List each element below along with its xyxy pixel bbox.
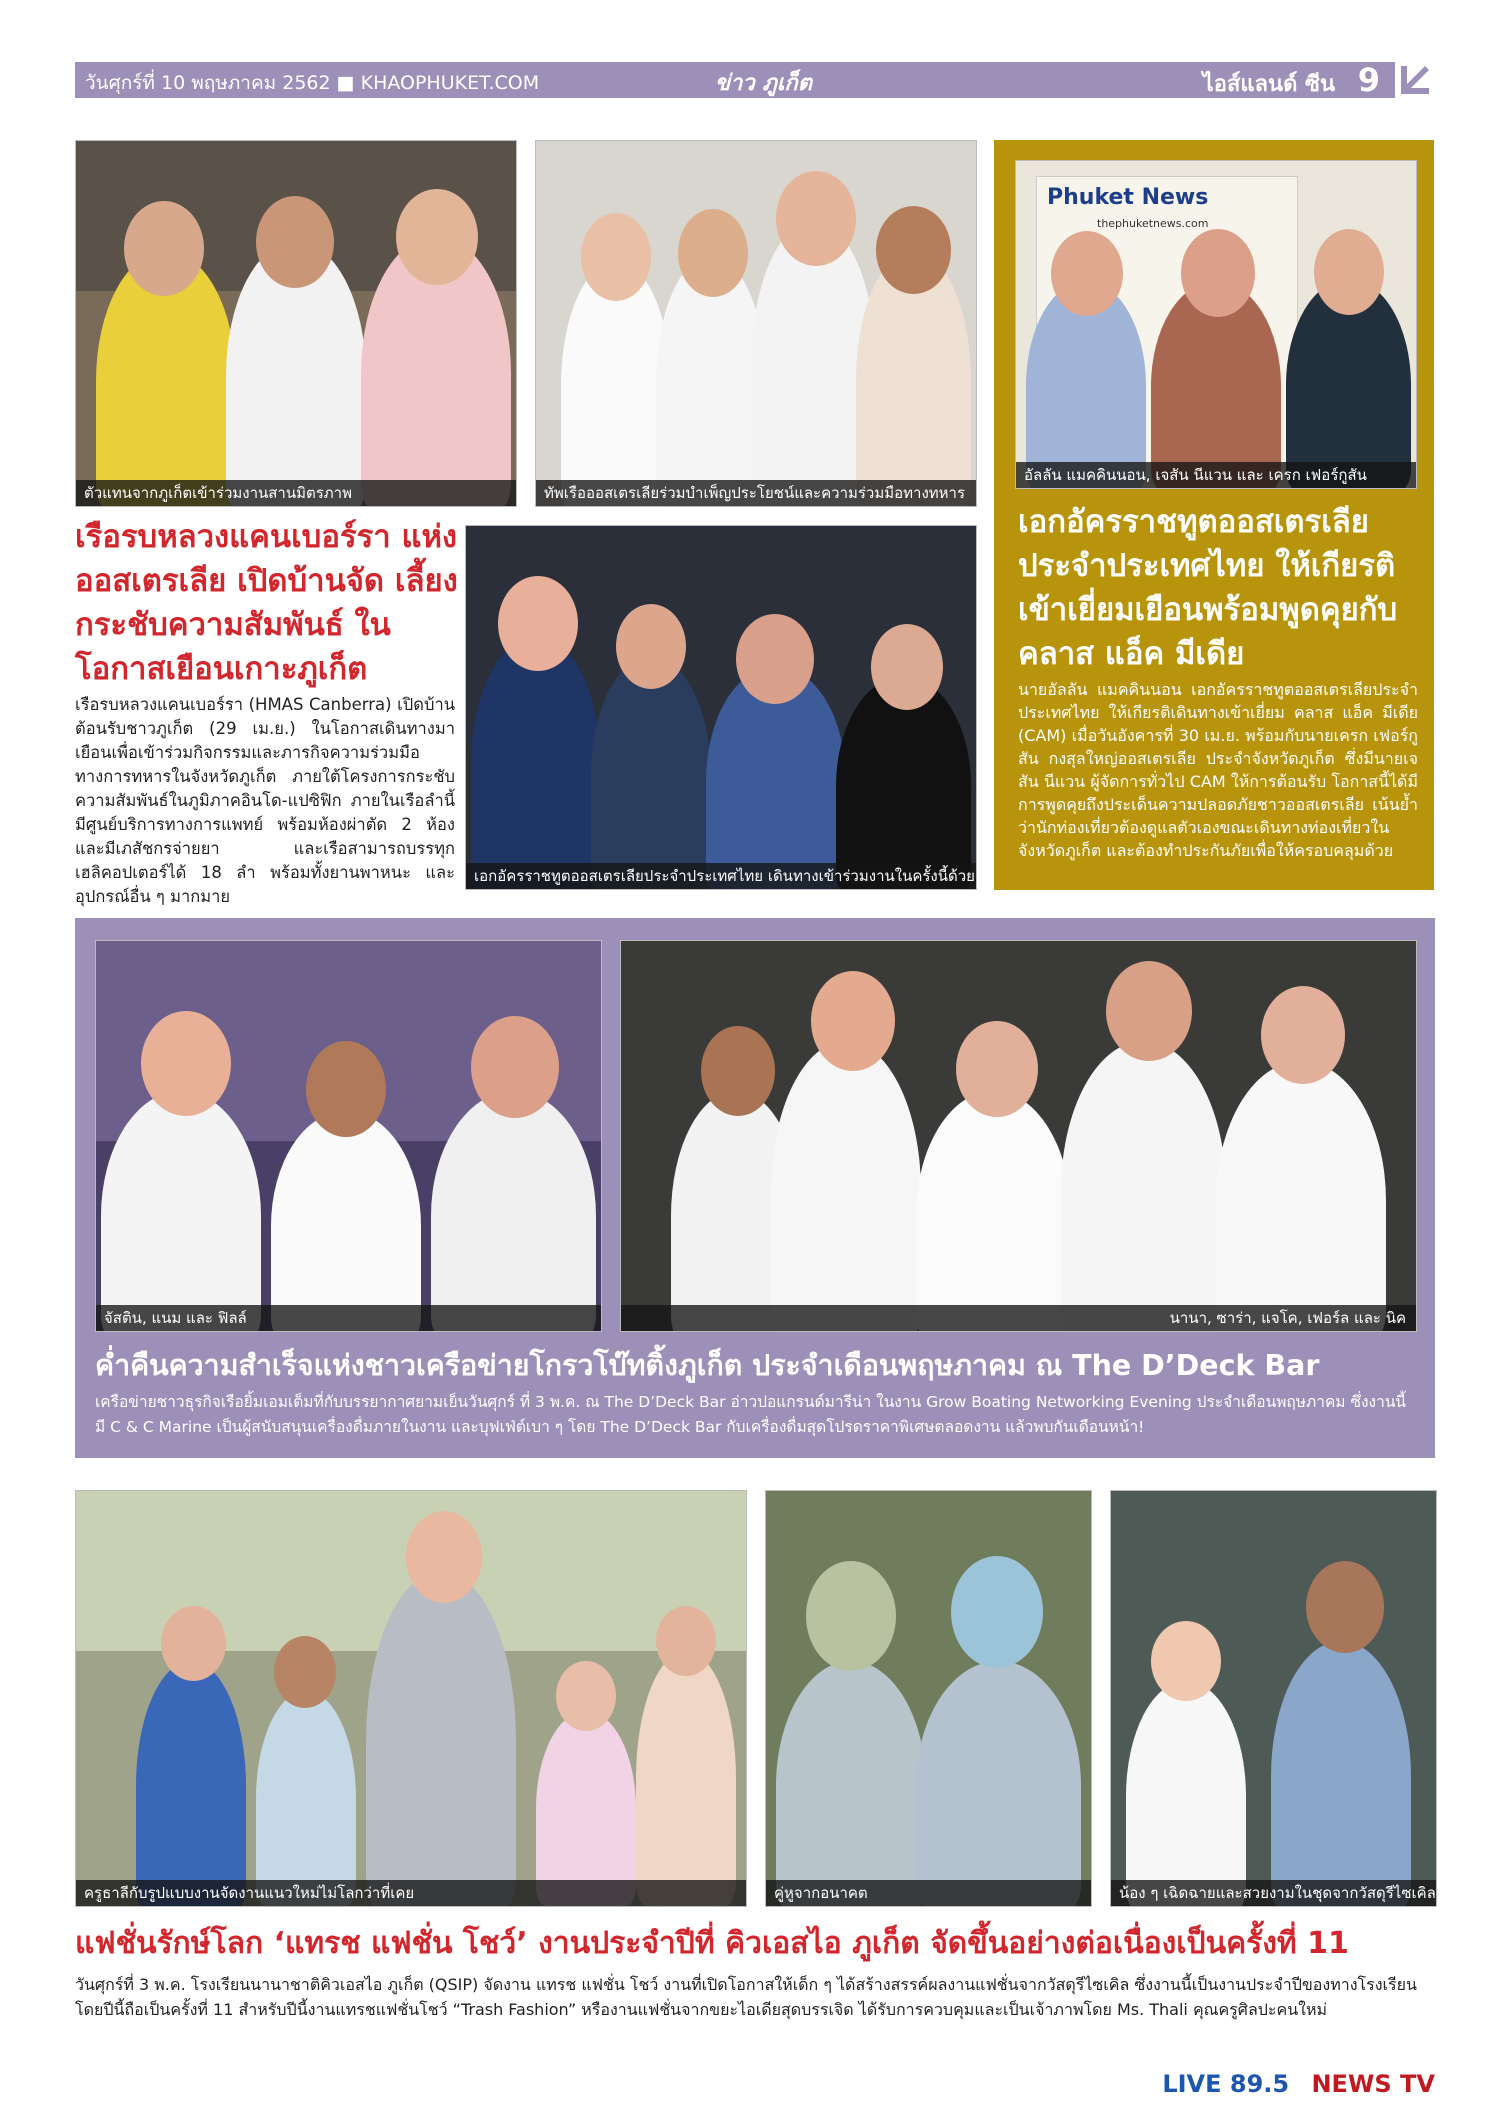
header-date: วันศุกร์ที่ 10 พฤษภาคม 2562 ■ KHAOPHUKET.COM (85, 72, 540, 94)
sign-url: thephuketnews.com (1097, 217, 1209, 230)
photo-caption: ครูธาลีกับรูปแบบงานจัดงานแนวใหม่ไม่โลกว่าที่เคย (76, 1880, 746, 1906)
photo-caption: น้อง ๆ เฉิดฉายและสวยงามในชุดจากวัสดุรีไซเคิล (1111, 1880, 1436, 1906)
photo-friendship-event (75, 140, 517, 507)
photo-ambassador-canberra (465, 525, 977, 890)
trash-fashion-body: วันศุกร์ที่ 3 พ.ค. โรงเรียนนานาชาติคิวเอสไอ ภูเก็ต (QSIP) จัดงาน แทรช แฟชั่น โชว์ งานที่เปิดโอกาสให้เด็ก ๆ ได้สร้างสรรค์ผลงานแฟชั่นจากวัสดุรีไซเคิล ซึ่งงานนี้เป็นงานประจำปีของทางโรงเรียน โดยปีนี้ถือเป็นครั้งที่ 11 สำหรับปีนี้งานแทรชแฟชั่นโชว์ “Trash Fashion” หรืองานแฟชั่นจากขยะไอเดียสุดบรรเจิด ได้รับการควบคุมและเป็นเจ้าภาพโดย Ms. Thali คุณครูศิลปะคนใหม่ (75, 1975, 1417, 2019)
boating-body: เครือข่ายชาวธุรกิจเรือยิ้มเอมเต็มที่กับบรรยากาศยามเย็นวันศุกร์ ที่ 3 พ.ค. ณ The D’Deck Bar อ่าวปอแกรนด์มารีน่า ในงาน Grow Boating Networking Evening ประจำเดือนพฤษภาคม ซึ่งงานนี้มี C & C Marine เป็นผู้สนับสนุนเครื่องดื่มภายในงาน และบุฟเฟ่ต์เบา ๆ โดย The D’Deck Bar กับเครื่องดื่มสุดโปรดราคาพิเศษตลอดงาน แล้วพบกันเดือนหน้า! (95, 1393, 1407, 1436)
page-number: 9 (1357, 61, 1380, 99)
photo-future-duo (765, 1490, 1092, 1907)
photo-caption: ตัวแทนจากภูเก็ตเข้าร่วมงานสานมิตรภาพ (76, 480, 516, 506)
page-header-bar (75, 62, 1430, 98)
header-logo: ข่าว ภูเก็ต (715, 71, 813, 96)
photo-caption: อัลลัน แมคคินนอน, เจสัน นีแวน และ เครก เฟอร์กูสัน (1016, 462, 1416, 488)
live-radio-logo: LIVE 89.5 (1162, 2070, 1290, 2098)
news-tv-logo: NEWS TV (1311, 2070, 1435, 2098)
corner-arrow-icon (1395, 62, 1435, 98)
photo-caption: เอกอัครราชทูตออสเตรเลียประจำประเทศไทย เดินทางเข้าร่วมงานในครั้งนี้ด้วย (466, 863, 976, 889)
photo-navy-crew (535, 140, 977, 507)
photo-caption: จัสติน, แนม และ ฟิลล์ (96, 1305, 601, 1331)
section-title: ไอส์แลนด์ ซีน (1202, 72, 1335, 97)
photo-caption: ทัพเรือออสเตรเลียร่วมบำเพ็ญประโยชน์และความร่วมมือทางทหาร (536, 480, 976, 506)
canberra-body: เรือรบหลวงแคนเบอร์รา (HMAS Canberra) เปิดบ้านต้อนรับชาวภูเก็ต (29 เม.ย.) ในโอกาสเดินทางมาเยือนเพื่อเข้าร่วมกิจกรรมและภารกิจความร่วมมือทางการทหารในจังหวัดภูเก็ต ภายใต้โครงการกระชับความสัมพันธ์ในภูมิภาคอินโด-แปซิฟิก ภายในเรือลำนี้มีศูนย์บริการทางการแพทย์ พร้อมห้องผ่าตัด 2 ห้อง และมีเภสัชกรจ่ายยา และเรือสามารถบรรทุกเฮลิคอปเตอร์ได้ 18 ลำ พร้อมทั้งยานพาหนะ และอุปกรณ์อื่น ๆ มากมาย (75, 695, 455, 906)
photo-group-ddeck-bar (620, 940, 1417, 1332)
photo-trash-fashion-teacher (75, 1490, 747, 1907)
sign-logo-text: Phuket News (1047, 185, 1209, 210)
canberra-headline: เรือรบหลวงแคนเบอร์รา แห่งออสเตรเลีย เปิดบ้านจัด เลี้ยงกระชับความสัมพันธ์ ในโอกาสเยือนเกาะภูเก็ต (75, 519, 458, 687)
ambassador-body: นายอัลลัน แมคคินนอน เอกอัครราชทูตออสเตรเลียประจำประเทศไทย ให้เกียรติเดินทางเข้าเยี่ยม คลาส แอ็ค มีเดีย (CAM) เมื่อวันอังคารที่ 30 เม.ย. พร้อมกับนายเครก เฟอร์กูสัน กงสุลใหญ่ออสเตรเลีย ประจำจังหวัดภูเก็ต ซึ่งมีนายเจสัน นีแวน ผู้จัดการทั่วไป CAM ให้การต้อนรับ โอกาสนี้ได้มีการพูดคุยถึงประเด็นความปลอดภัยชาวออสเตรเลีย เน้นย้ำว่านักท่องเที่ยวต้องดูแลตัวเองขณะเดินทางท่องเที่ยวในจังหวัดภูเก็ต และต้องทำประกันภัยเพื่อให้ครอบคลุมด้วย (1018, 680, 1418, 860)
ambassador-headline: เอกอัครราชทูตออสเตรเลีย ประจำประเทศไทย ให้เกียรติ เข้าเยี่ยมเยือนพร้อมพูดคุยกับ คลาส แอ็ค มีเดีย (1018, 504, 1398, 672)
trash-fashion-headline: แฟชั่นรักษ์โลก ‘แทรช แฟชั่น โชว์’ งานประจำปีที่ คิวเอสไอ ภูเก็ต จัดขึ้นอย่างต่อเนื่องเป็นครั้งที่ 11 (75, 1926, 1349, 1961)
photo-kids-recycled-outfits (1110, 1490, 1437, 1907)
photo-justin-nam-phil (95, 940, 602, 1332)
photo-ambassador-visit (1015, 160, 1417, 489)
boating-headline: ค่ำคืนความสำเร็จแห่งชาวเครือข่ายโกรวโบ๊ทติ้งภูเก็ต ประจำเดือนพฤษภาคม ณ The D’Deck Bar (95, 1349, 1320, 1382)
footer-logos (1162, 2070, 1435, 2098)
photo-caption: นานา, ซาร่า, แจโค, เฟอร์ล และ นิค (621, 1305, 1416, 1331)
photo-caption: คู่หูจากอนาคต (766, 1880, 1091, 1906)
